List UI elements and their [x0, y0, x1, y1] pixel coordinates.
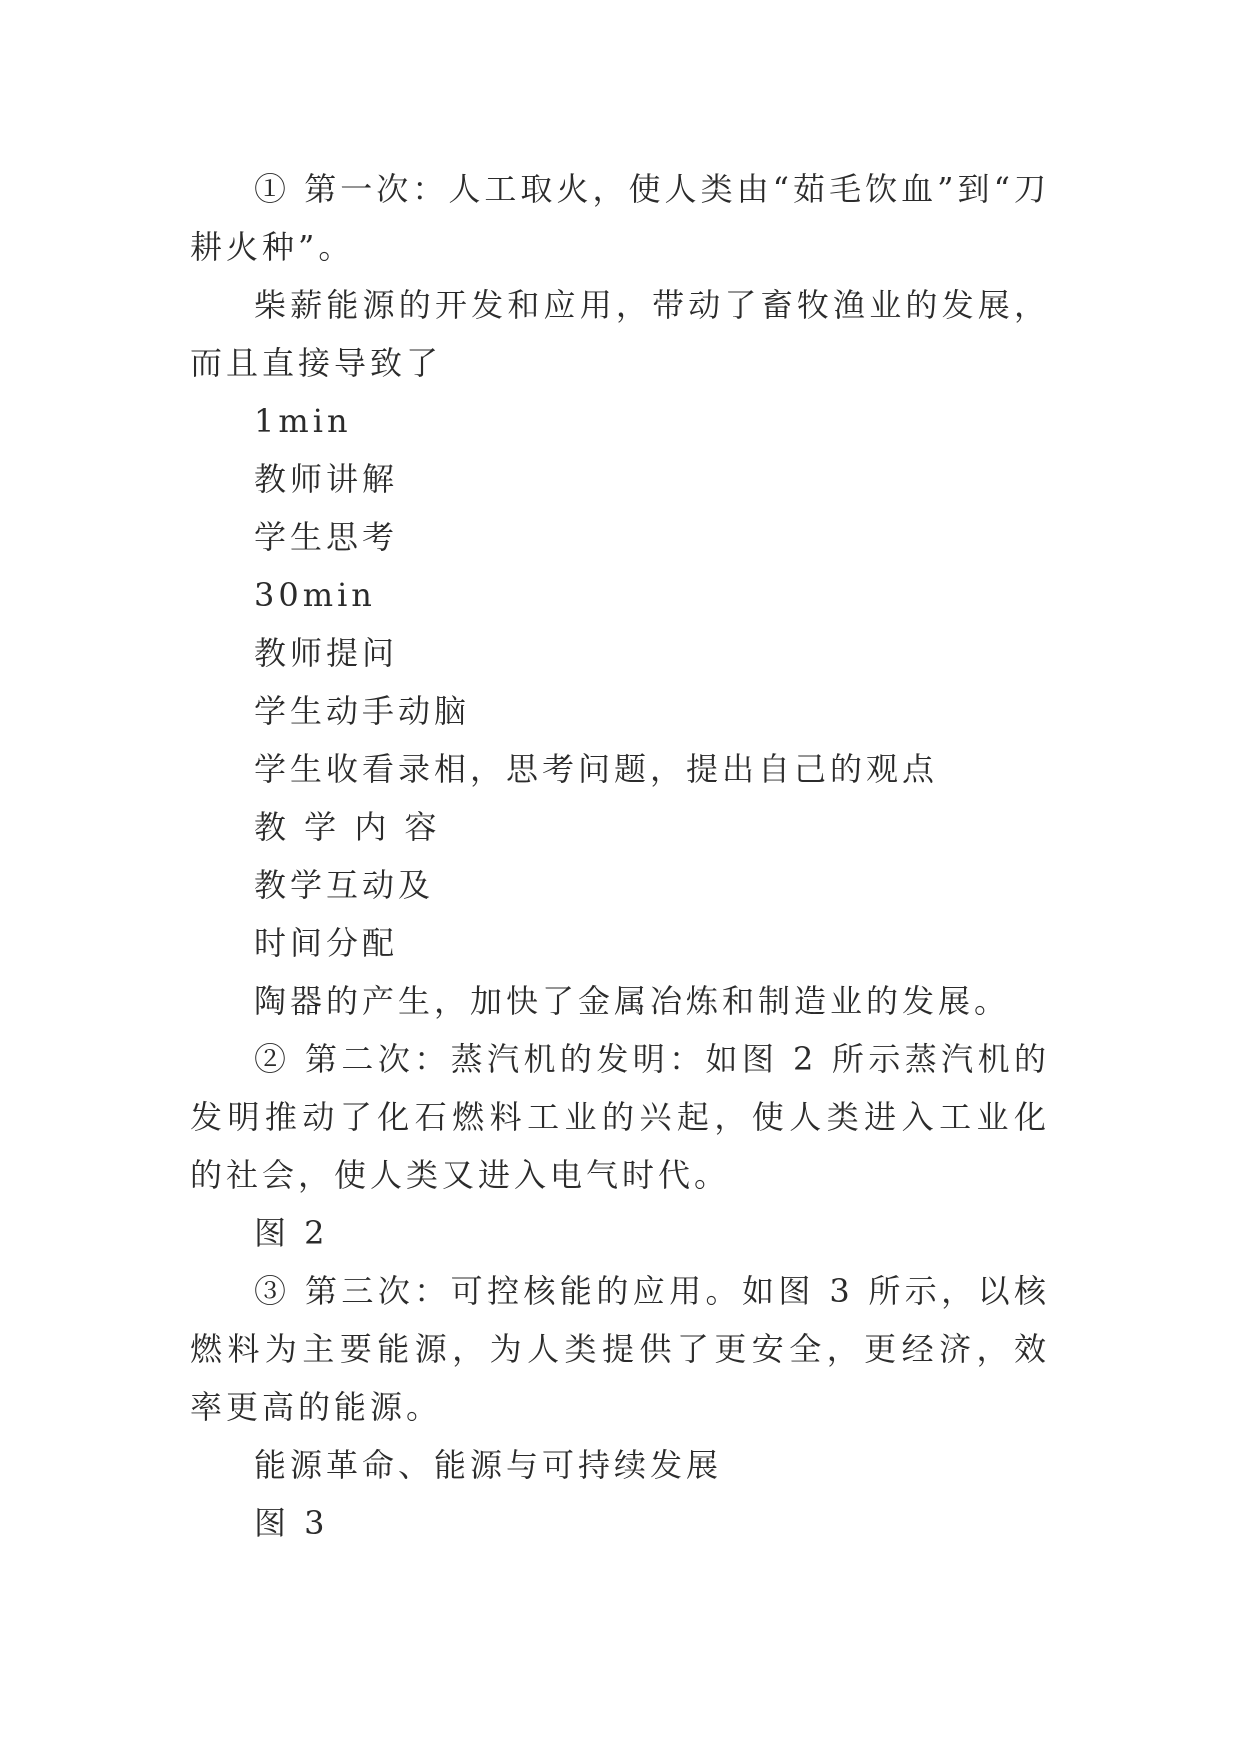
paragraph-third-revolution: ③ 第三次：可控核能的应用。如图 3 所示，以核燃料为主要能源，为人类提供了更安全，更经济，效率更高的能源。 [190, 1272, 1050, 1426]
paragraph-pottery: 陶器的产生，加快了金属冶炼和制造业的发展。 [254, 982, 1011, 1020]
figure-caption-3: 图 3 [254, 1504, 329, 1542]
paragraph-first-revolution: ① 第一次：人工取火，使人类由“茹毛饮血”到“刀耕火种”。 [190, 170, 1050, 266]
paragraph-teaching-content: 教 学 内 容 [254, 808, 441, 846]
paragraph-teaching-interaction: 教学互动及 [254, 866, 435, 904]
paragraph-teacher-explain: 教师讲解 [254, 460, 399, 498]
paragraph-time-30min: 30min [254, 576, 376, 614]
paragraph-firewood-energy: 柴薪能源的开发和应用，带动了畜牧渔业的发展，而且直接导致了 [190, 286, 1050, 382]
paragraph-student-think: 学生思考 [254, 518, 399, 556]
document-body [190, 160, 1050, 1552]
paragraph-student-handson: 学生动手动脑 [254, 692, 471, 730]
paragraph-second-revolution: ② 第二次：蒸汽机的发明：如图 2 所示蒸汽机的发明推动了化石燃料工业的兴起，使人类进入工业化的社会，使人类又进入电气时代。 [190, 1040, 1050, 1194]
paragraph-time-allocation: 时间分配 [254, 924, 399, 962]
paragraph-student-video: 学生收看录相，思考问题，提出自己的观点 [254, 750, 939, 788]
paragraph-energy-revolution: 能源革命、能源与可持续发展 [254, 1446, 723, 1484]
paragraph-teacher-question: 教师提问 [254, 634, 399, 672]
paragraph-time-1min: 1min [254, 402, 352, 440]
figure-caption-2: 图 2 [254, 1214, 329, 1252]
